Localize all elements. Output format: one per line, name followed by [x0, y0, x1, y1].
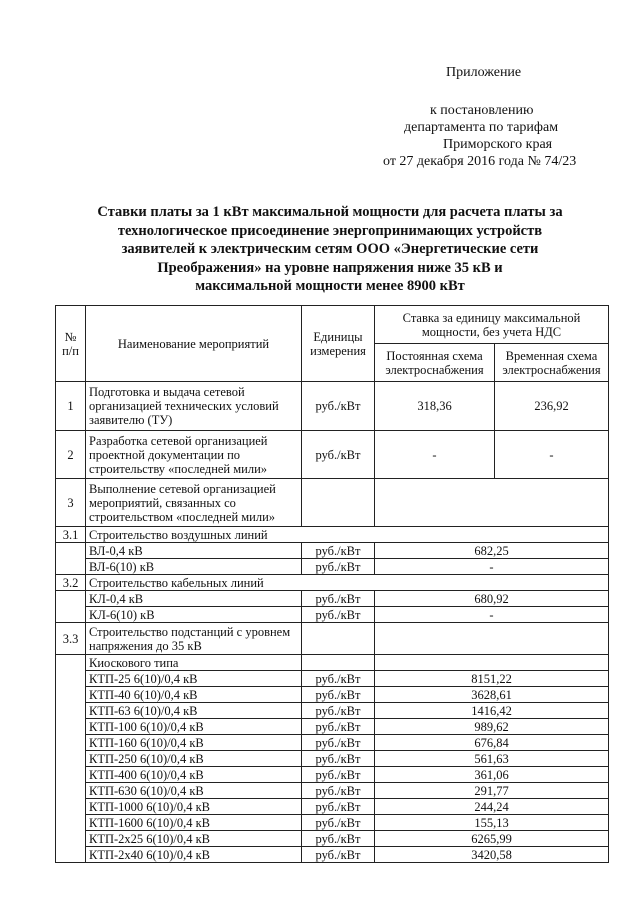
row-unit: руб./кВт: [302, 543, 375, 559]
row-value: 8151,22: [375, 671, 609, 687]
row-value: 1416,42: [375, 703, 609, 719]
row-name: Строительство кабельных линий: [86, 575, 609, 591]
table-row: [56, 655, 609, 671]
row-value: 244,24: [375, 799, 609, 815]
row-temporary-value: 236,92: [495, 382, 609, 431]
row-unit: руб./кВт: [302, 607, 375, 623]
row-unit: руб./кВт: [302, 799, 375, 815]
row-name: Подготовка и выдача сетевой организацией технических условий заявителю (ТУ): [86, 382, 302, 431]
row-value: 682,25: [375, 543, 609, 559]
title-line: Ставки платы за 1 кВт максимальной мощности для расчета платы за: [97, 204, 563, 220]
table-row: [56, 767, 609, 783]
row-permanent-value: -: [375, 431, 495, 479]
header-rate: Ставка за единицу максимальной мощности, без учета НДС: [375, 306, 609, 344]
row-num: 2: [56, 431, 86, 479]
row-unit: [302, 655, 375, 671]
row-name: КТП-400 6(10)/0,4 кВ: [86, 767, 302, 783]
row-value: -: [375, 607, 609, 623]
title-line: Преображения» на уровне напряжения ниже 35 кВ и: [157, 259, 503, 276]
row-unit: руб./кВт: [302, 382, 375, 431]
row-value: 3420,58: [375, 847, 609, 863]
row-value: [375, 623, 609, 655]
row-value: 680,92: [375, 591, 609, 607]
table-row: [56, 575, 609, 591]
row-value: 3628,61: [375, 687, 609, 703]
header-unit: Единицы измерения: [302, 306, 375, 382]
row-unit: руб./кВт: [302, 591, 375, 607]
table-header-row: [56, 306, 609, 344]
row-num: [56, 591, 86, 623]
row-name: КЛ-6(10) кВ: [86, 607, 302, 623]
row-num: [56, 543, 86, 575]
row-name: КТП-25 6(10)/0,4 кВ: [86, 671, 302, 687]
row-num: 3.1: [56, 527, 86, 543]
row-name: КТП-100 6(10)/0,4 кВ: [86, 719, 302, 735]
row-name: КТП-1600 6(10)/0,4 кВ: [86, 815, 302, 831]
table-row: [56, 431, 609, 479]
row-value: 291,77: [375, 783, 609, 799]
table-row: [56, 479, 609, 527]
title-line: максимальной мощности менее 8900 кВт: [195, 278, 465, 294]
table-row: [56, 543, 609, 559]
row-value: 6265,99: [375, 831, 609, 847]
row-temporary-value: -: [495, 431, 609, 479]
row-unit: руб./кВт: [302, 671, 375, 687]
row-name: ВЛ-6(10) кВ: [86, 559, 302, 575]
row-value: 361,06: [375, 767, 609, 783]
table-row: [56, 559, 609, 575]
table-row: [56, 623, 609, 655]
table-row: [56, 783, 609, 799]
row-name: КТП-630 6(10)/0,4 кВ: [86, 783, 302, 799]
row-name: Строительство воздушных линий: [86, 527, 609, 543]
row-num: 3: [56, 479, 86, 527]
tariff-table: [55, 305, 609, 863]
resolution-line: к постановлению: [430, 103, 534, 118]
row-value: 989,62: [375, 719, 609, 735]
row-unit: руб./кВт: [302, 783, 375, 799]
row-name: КТП-250 6(10)/0,4 кВ: [86, 751, 302, 767]
appendix-label: Приложение: [446, 65, 522, 80]
document-title: [60, 203, 600, 296]
row-value: -: [375, 559, 609, 575]
row-name: КЛ-0,4 кВ: [86, 591, 302, 607]
title-line: заявителей к электрическим сетям ООО «Энергетические сети: [121, 241, 539, 257]
department-line: департамента по тарифам: [404, 120, 559, 135]
table-row: [56, 703, 609, 719]
row-name: Киоскового типа: [86, 655, 302, 671]
table-row: [56, 735, 609, 751]
row-num: 1: [56, 382, 86, 431]
row-unit: руб./кВт: [302, 751, 375, 767]
row-name: ВЛ-0,4 кВ: [86, 543, 302, 559]
table-row: [56, 607, 609, 623]
table-row: [56, 382, 609, 431]
row-num: 3.3: [56, 623, 86, 655]
row-unit: руб./кВт: [302, 831, 375, 847]
row-value: [375, 479, 609, 527]
header-name: Наименование мероприятий: [86, 306, 302, 382]
row-name: Строительство подстанций с уровнем напряжения до 35 кВ: [86, 623, 302, 655]
row-num: [56, 655, 86, 863]
row-unit: руб./кВт: [302, 687, 375, 703]
header-temporary: Временная схема электроснабжения: [495, 344, 609, 382]
row-unit: руб./кВт: [302, 735, 375, 751]
region-line: Приморского края: [443, 137, 553, 152]
table-row: [56, 527, 609, 543]
row-value: 155,13: [375, 815, 609, 831]
table-row: [56, 751, 609, 767]
row-unit: [302, 623, 375, 655]
row-name: КТП-63 6(10)/0,4 кВ: [86, 703, 302, 719]
row-unit: руб./кВт: [302, 815, 375, 831]
header-num: № п/п: [56, 306, 86, 382]
table-row: [56, 591, 609, 607]
title-line: технологическое присоединение энергопринимающих устройств: [117, 222, 543, 239]
row-unit: руб./кВт: [302, 719, 375, 735]
row-unit: [302, 479, 375, 527]
table-row: [56, 799, 609, 815]
row-value: 561,63: [375, 751, 609, 767]
table-row: [56, 687, 609, 703]
row-name: КТП-2х40 6(10)/0,4 кВ: [86, 847, 302, 863]
row-unit: руб./кВт: [302, 431, 375, 479]
table-row: [56, 719, 609, 735]
row-permanent-value: 318,36: [375, 382, 495, 431]
row-num: 3.2: [56, 575, 86, 591]
row-unit: руб./кВт: [302, 559, 375, 575]
table-row: [56, 831, 609, 847]
row-unit: руб./кВт: [302, 703, 375, 719]
row-name: КТП-40 6(10)/0,4 кВ: [86, 687, 302, 703]
table-row: [56, 847, 609, 863]
row-unit: руб./кВт: [302, 767, 375, 783]
row-unit: руб./кВт: [302, 847, 375, 863]
table-row: [56, 815, 609, 831]
row-name: Разработка сетевой организацией проектной документации по строительству «последней мили»: [86, 431, 302, 479]
row-value: 676,84: [375, 735, 609, 751]
date-number-line: от 27 декабря 2016 года № 74/23: [383, 154, 577, 169]
row-name: КТП-160 6(10)/0,4 кВ: [86, 735, 302, 751]
table-row: [56, 671, 609, 687]
header-permanent: Постоянная схема электроснабжения: [375, 344, 495, 382]
row-value: [375, 655, 609, 671]
row-name: Выполнение сетевой организацией мероприятий, связанных со строительством «последней мили»: [86, 479, 302, 527]
row-name: КТП-2х25 6(10)/0,4 кВ: [86, 831, 302, 847]
row-name: КТП-1000 6(10)/0,4 кВ: [86, 799, 302, 815]
